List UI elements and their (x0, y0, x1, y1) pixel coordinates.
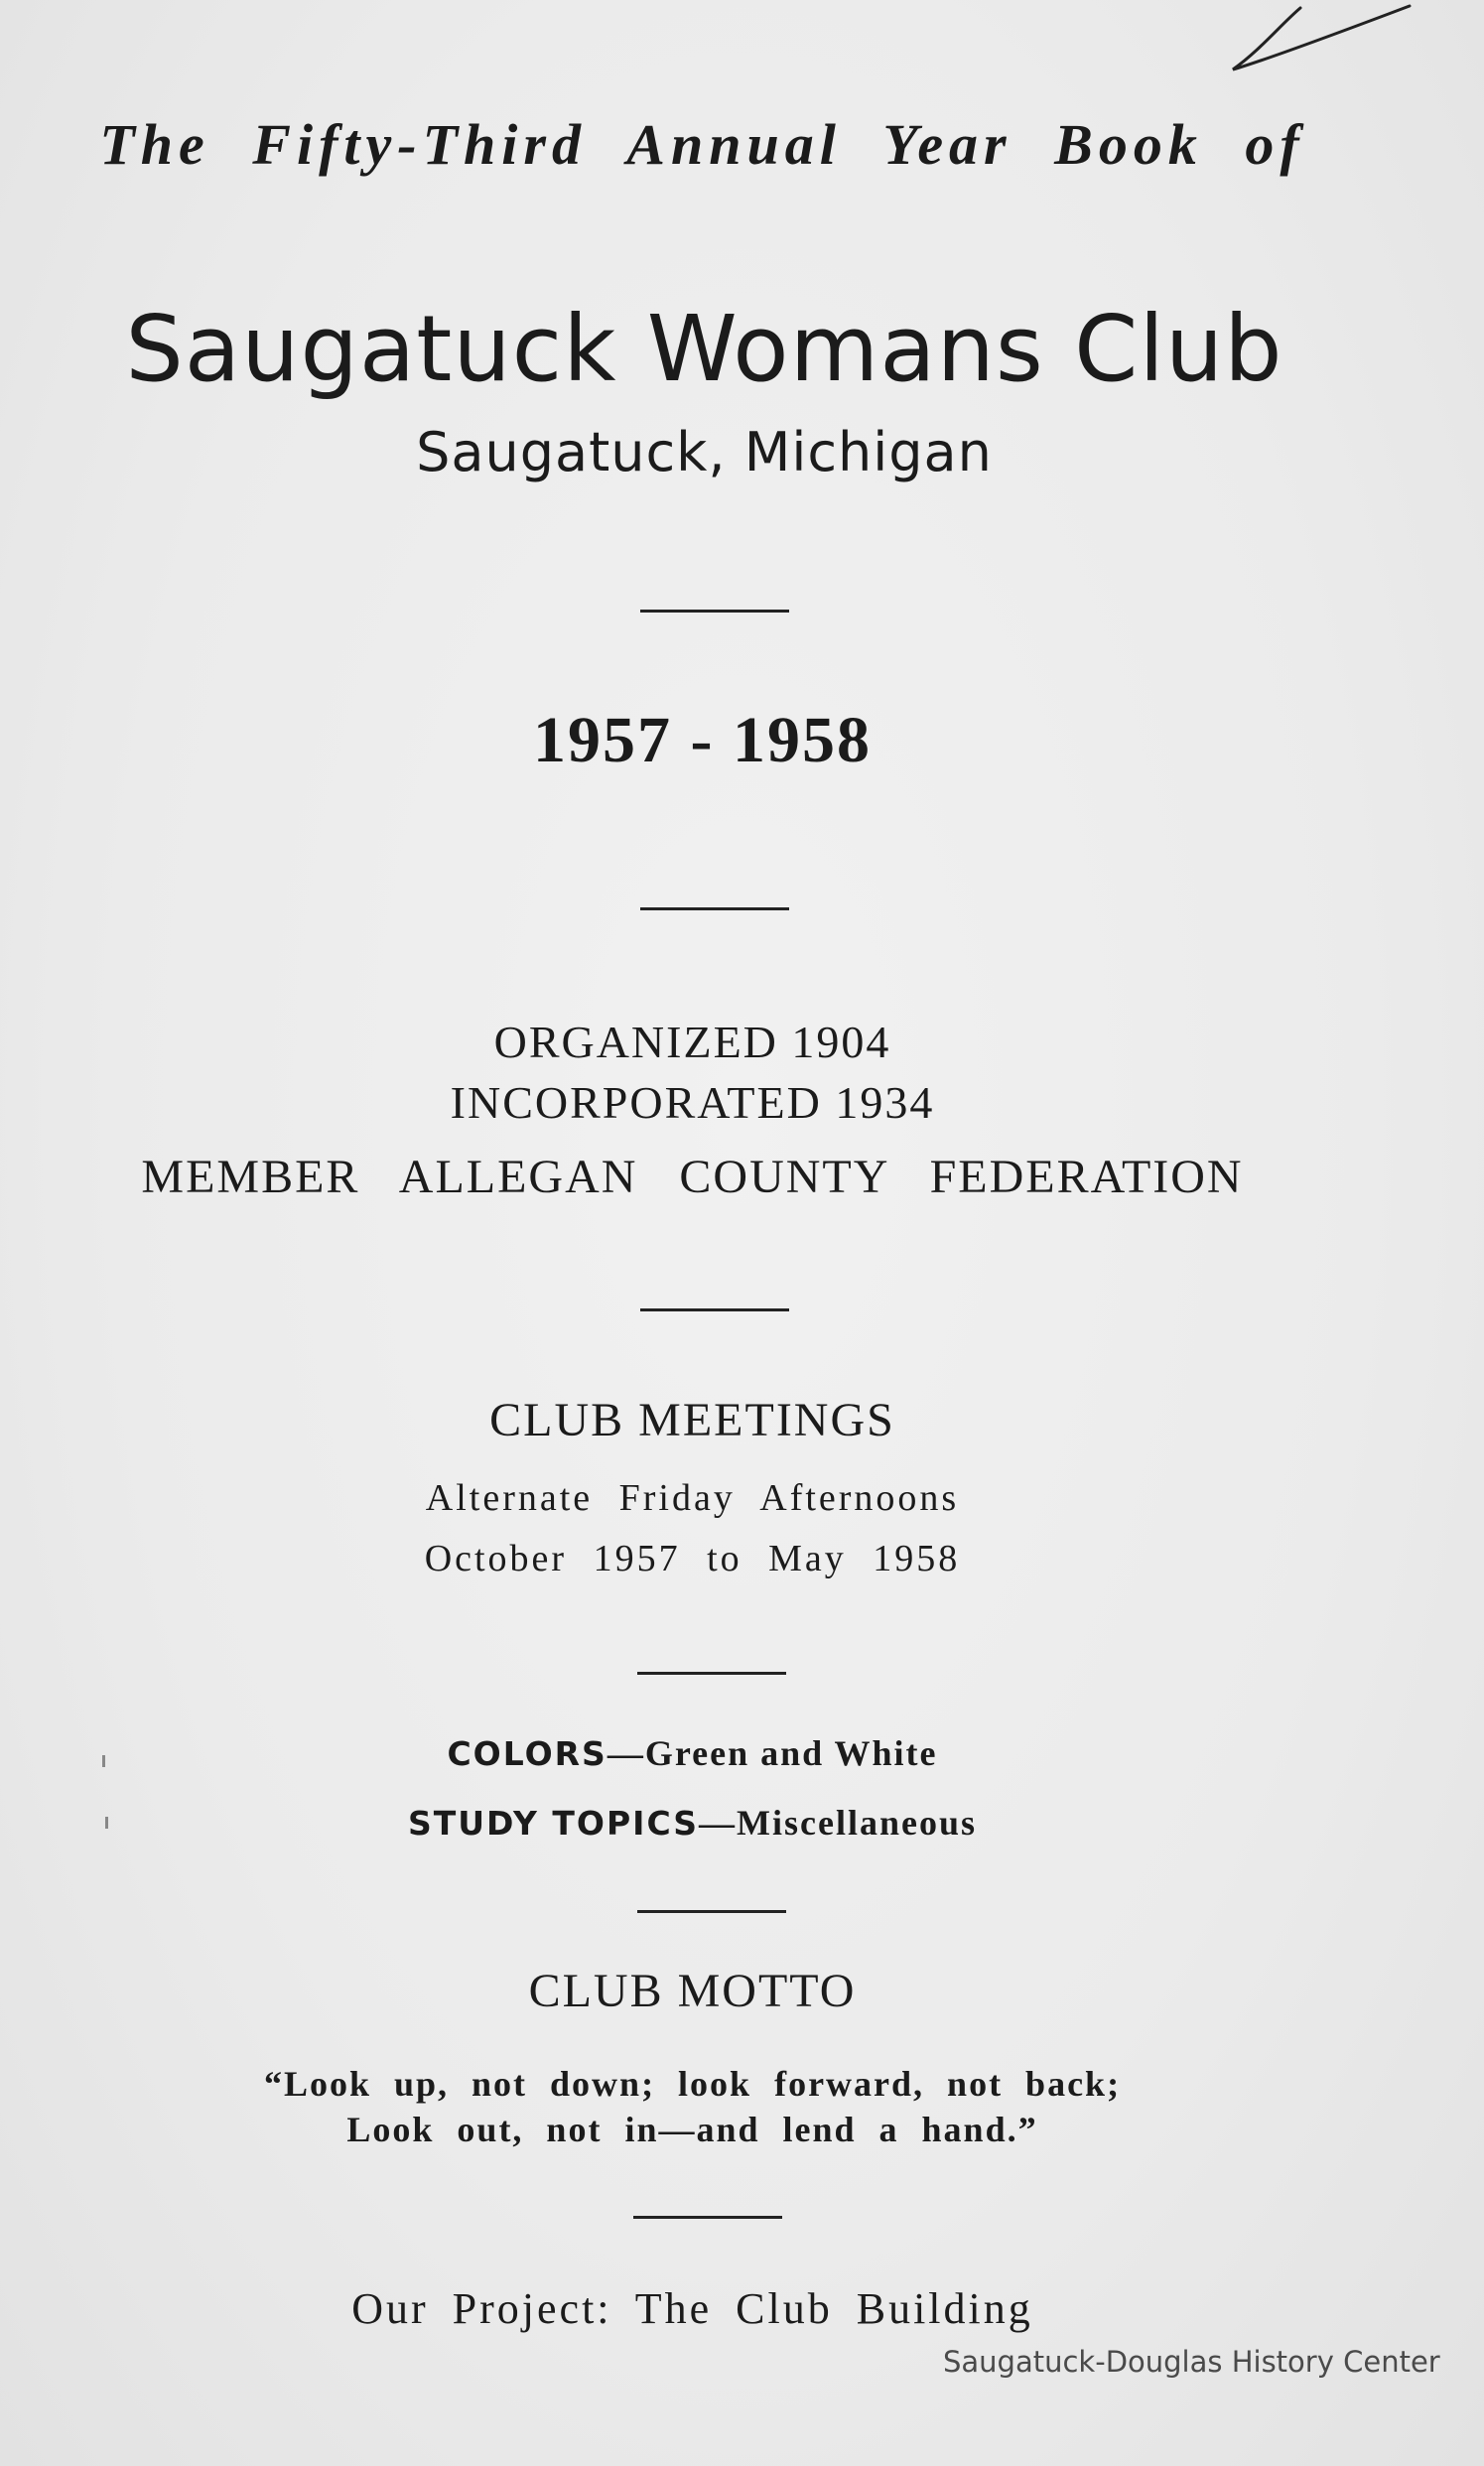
paper-speck (102, 1755, 105, 1767)
divider (637, 1672, 786, 1675)
divider (637, 1910, 786, 1913)
meetings-schedule: Alternate Friday Afternoons (425, 1477, 960, 1519)
divider (640, 610, 789, 613)
motto-heading: CLUB MOTTO (528, 1965, 857, 2017)
paper-speck (105, 1817, 108, 1829)
study-topics-label: STUDY TOPICS (407, 1804, 700, 1843)
colors-label: COLORS (447, 1734, 607, 1773)
study-topics-value: —Miscellaneous (699, 1803, 978, 1843)
federation-membership: MEMBER ALLEGAN COUNTY FEDERATION (141, 1151, 1244, 1203)
incorporated-date: INCORPORATED 1934 (450, 1077, 935, 1128)
divider (633, 2216, 782, 2219)
motto-line-1: “Look up, not down; look forward, not back; (263, 2064, 1122, 2104)
colors-value: —Green and White (607, 1733, 938, 1773)
divider (640, 1308, 789, 1311)
year-range: 1957 - 1958 (533, 704, 872, 776)
pen-mark-icon (1221, 0, 1419, 79)
organized-date: ORGANIZED 1904 (493, 1017, 891, 1067)
club-location: Saugatuck, Michigan (416, 421, 993, 483)
divider (640, 907, 789, 910)
study-topics (0, 1802, 1434, 1844)
yearbook-heading: The Fifty-Third Annual Year Book of (99, 112, 1305, 177)
meetings-dates: October 1957 to May 1958 (424, 1538, 961, 1579)
club-project: Our Project: The Club Building (351, 2284, 1033, 2333)
meetings-heading: CLUB MEETINGS (489, 1394, 895, 1446)
club-colors (0, 1732, 1434, 1774)
motto-line-2: Look out, not in—and lend a hand.” (346, 2110, 1038, 2149)
club-name: Saugatuck Womans Club (125, 296, 1283, 402)
watermark: Saugatuck-Douglas History Center (943, 2345, 1440, 2379)
